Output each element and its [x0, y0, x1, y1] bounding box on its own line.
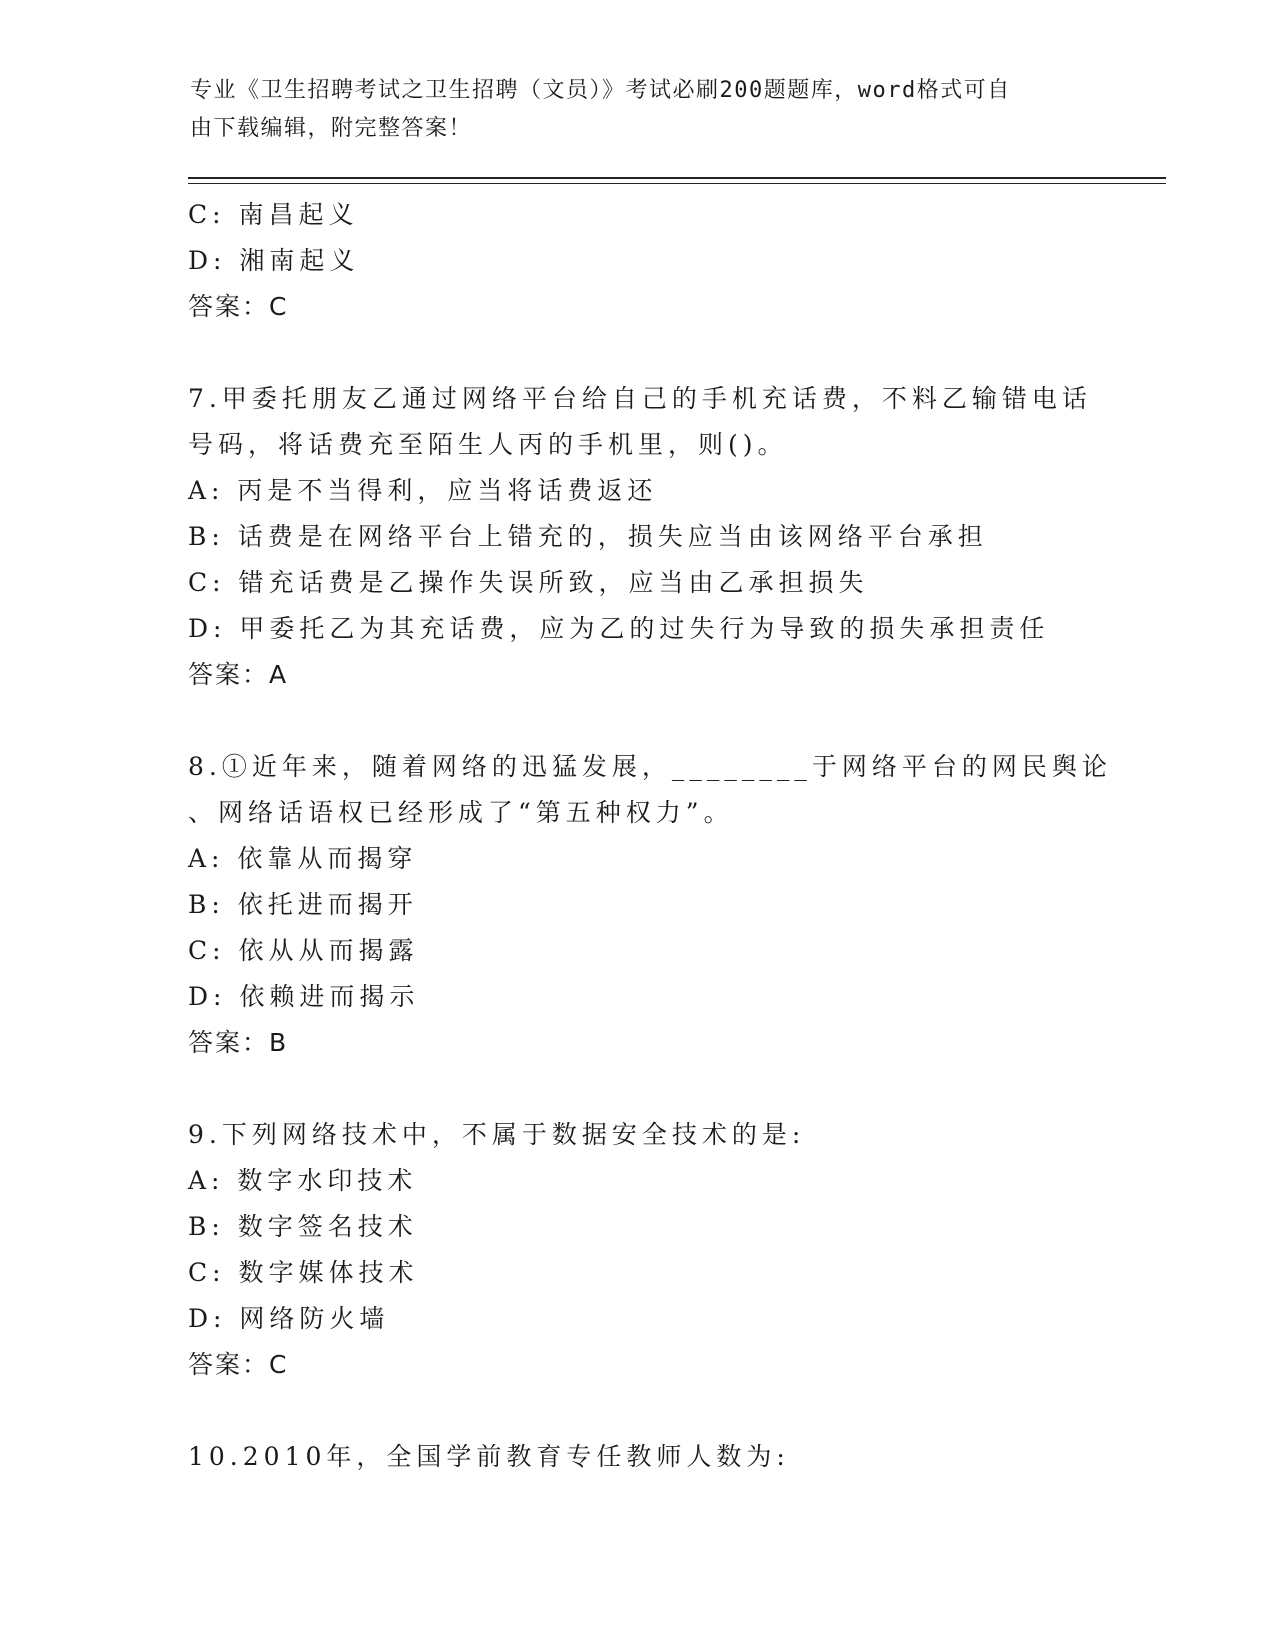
spacer: [188, 330, 1088, 376]
option-c: C: 依从从而揭露: [188, 936, 419, 965]
question-item: [188, 376, 1092, 698]
spacer: [188, 1388, 1088, 1434]
option-b: B: 话费是在网络平台上错充的，损失应当由该网络平台承担: [188, 522, 988, 551]
option-d: D: 湘南起义: [188, 246, 360, 275]
option-a: A: 数字水印技术: [188, 1166, 418, 1195]
question-stem: 10.2010年，全国学前教育专任教师人数为:: [188, 1442, 790, 1471]
option-b: B: 依托进而揭开: [188, 890, 418, 919]
option-a: A: 丙是不当得利，应当将话费返还: [188, 476, 658, 505]
option-c: C: 错充话费是乙操作失误所致，应当由乙承担损失: [188, 568, 869, 597]
answer-label: 答案：C: [188, 292, 289, 321]
question-stem: 8.①近年来，随着网络的迅猛发展，________于网络平台的网民舆论: [188, 752, 1112, 781]
document-header: [190, 72, 1090, 148]
question-item: [188, 1434, 1088, 1480]
question-item: [188, 744, 1112, 1066]
option-a: A: 依靠从而揭穿: [188, 844, 418, 873]
option-c: C: 数字媒体技术: [188, 1258, 419, 1287]
question-stem: 9.下列网络技术中，不属于数据安全技术的是:: [188, 1120, 806, 1149]
answer-label: 答案：B: [188, 1028, 289, 1057]
option-d: D: 依赖进而揭示: [188, 982, 420, 1011]
header-divider: [188, 177, 1166, 179]
header-divider-thin: [188, 183, 1166, 184]
spacer: [188, 1066, 1088, 1112]
spacer: [188, 698, 1088, 744]
question-stem: 号码，将话费充至陌生人丙的手机里，则()。: [188, 430, 788, 459]
option-d: D: 甲委托乙为其充话费，应为乙的过失行为导致的损失承担责任: [188, 614, 1050, 643]
answer-label: 答案：C: [188, 1350, 289, 1379]
question-item: [188, 1112, 1088, 1388]
header-line: 专业《卫生招聘考试之卫生招聘（文员）》考试必刷200题题库，word格式可自: [190, 78, 1011, 103]
question-stem: 7.甲委托朋友乙通过网络平台给自己的手机充话费，不料乙输错电话: [188, 384, 1092, 413]
question-list: [188, 192, 1112, 1480]
question-stem: 、网络话语权已经形成了“第五种权力”。: [188, 798, 734, 827]
answer-label: 答案：A: [188, 660, 289, 689]
option-d: D: 网络防火墙: [188, 1304, 390, 1333]
header-line: 由下载编辑，附完整答案！: [190, 116, 473, 141]
option-c: C: 南昌起义: [188, 200, 359, 229]
option-b: B: 数字签名技术: [188, 1212, 418, 1241]
